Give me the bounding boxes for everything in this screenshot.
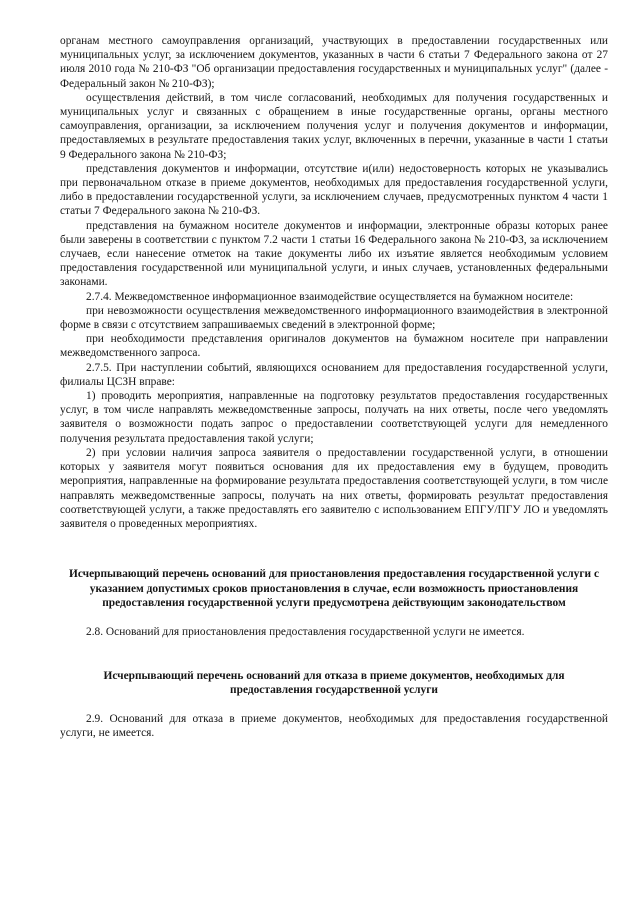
spacer: [60, 698, 608, 712]
paragraph-6: при невозможности осуществления межведомственного информационного взаимодействия в электронной форме в связи с отсутствием запрашиваемых сведений в электронной форме;: [60, 304, 608, 332]
paragraph-item-1: 1) проводить мероприятия, направленные на подготовку результатов предоставления государственных услуг, в том числе направлять межведомственные запросы, получать на них ответы, после чего уведомлять заявителя о возможности подать запрос о предоставлении соответствующей услуги для немедленного получения результата предоставления такой услуги;: [60, 390, 608, 445]
paragraph-7: при необходимости представления оригиналов документов на бумажном носителе при направлении межведомственного запроса.: [60, 333, 608, 360]
paragraph-item-2: 2) при условии наличия запроса заявителя о предоставлении государственной услуги, в отношении которых у заявителя могут появиться основания для их предоставления ему в будущем, проводить мероприятия, направленные на формирование результата предоставления соответствующей услуги, в том числе направлять межведомственные запросы, получать на них ответы, формировать результат предоставления соответствующей услуги, а также предоставлять его заявителю с использованием ЕПГУ/ПГУ ЛО и уведомлять заявителя о проведенных мероприятиях.: [60, 446, 608, 530]
paragraph-2-7-4: 2.7.4. Межведомственное информационное взаимодействие осуществляется на бумажном носителе:: [86, 290, 574, 303]
paragraph-2: осуществления действий, в том числе согласований, необходимых для получения государственных и муниципальных услуг и связанных с обращением в иные государственные органы, органы местного самоуправления, организации, за исключением получения услуг и получения документов и информации, предоставляемых в результате предоставления таких услуг, включенных в перечни, указанные в части 1 статьи 9 Федерального закона № 210-ФЗ;: [60, 91, 608, 161]
paragraph-4: представления на бумажном носителе документов и информации, электронные образы которых ранее были заверены в соответствии с пунктом 7.2 части 1 статьи 16 Федерального закона № 210-ФЗ, за исключением случаев, если нанесение отметок на такие документы либо их изъятие является необходимым условием предоставления государственной или муниципальной услуги, и иных случаев, установленных федеральными законами.: [60, 219, 608, 289]
section-2-9-text: 2.9. Оснований для отказа в приеме документов, необходимых для предоставления государственной услуги, не имеется.: [60, 712, 608, 740]
section-2-9-heading: Исчерпывающий перечень оснований для отказа в приеме документов, необходимых для предоставления государственной услуги: [103, 669, 565, 697]
section-2-8-text: 2.8. Оснований для приостановления предоставления государственной услуги не имеется.: [86, 625, 525, 638]
paragraph-1: органам местного самоуправления организаций, участвующих в предоставлении государственных или муниципальных услуг, за исключением документов, указанных в части 6 статьи 7 Федерального закона от 27 июля 2010 года № 210-ФЗ "Об организации предоставления государственных и муниципальных услуг" (далее - Федеральный закон № 210-ФЗ);: [60, 35, 608, 90]
paragraph-3: представления документов и информации, отсутствие и(или) недостоверность которых не указывались при первоначальном отказе в приеме документов, необходимых для предоставления государственной услуги, либо в предоставлении государственной услуги, за исключением случаев, предусмотренных пунктом 4 части 1 статьи 7 Федерального закона № 210-ФЗ.: [60, 162, 608, 218]
paragraph-2-7-5: 2.7.5. При наступлении событий, являющихся основанием для предоставления государственной услуги, филиалы ЦСЗН вправе:: [60, 361, 608, 388]
section-2-8-heading: Исчерпывающий перечень оснований для приостановления предоставления государственной услуги с указанием допустимых сроков приостановления в случае, если возможность приостановления предоставления государственной услуги предусмотрена действующим законодательством: [68, 568, 599, 610]
spacer: [60, 531, 608, 567]
spacer: [60, 639, 608, 669]
spacer: [60, 611, 608, 625]
